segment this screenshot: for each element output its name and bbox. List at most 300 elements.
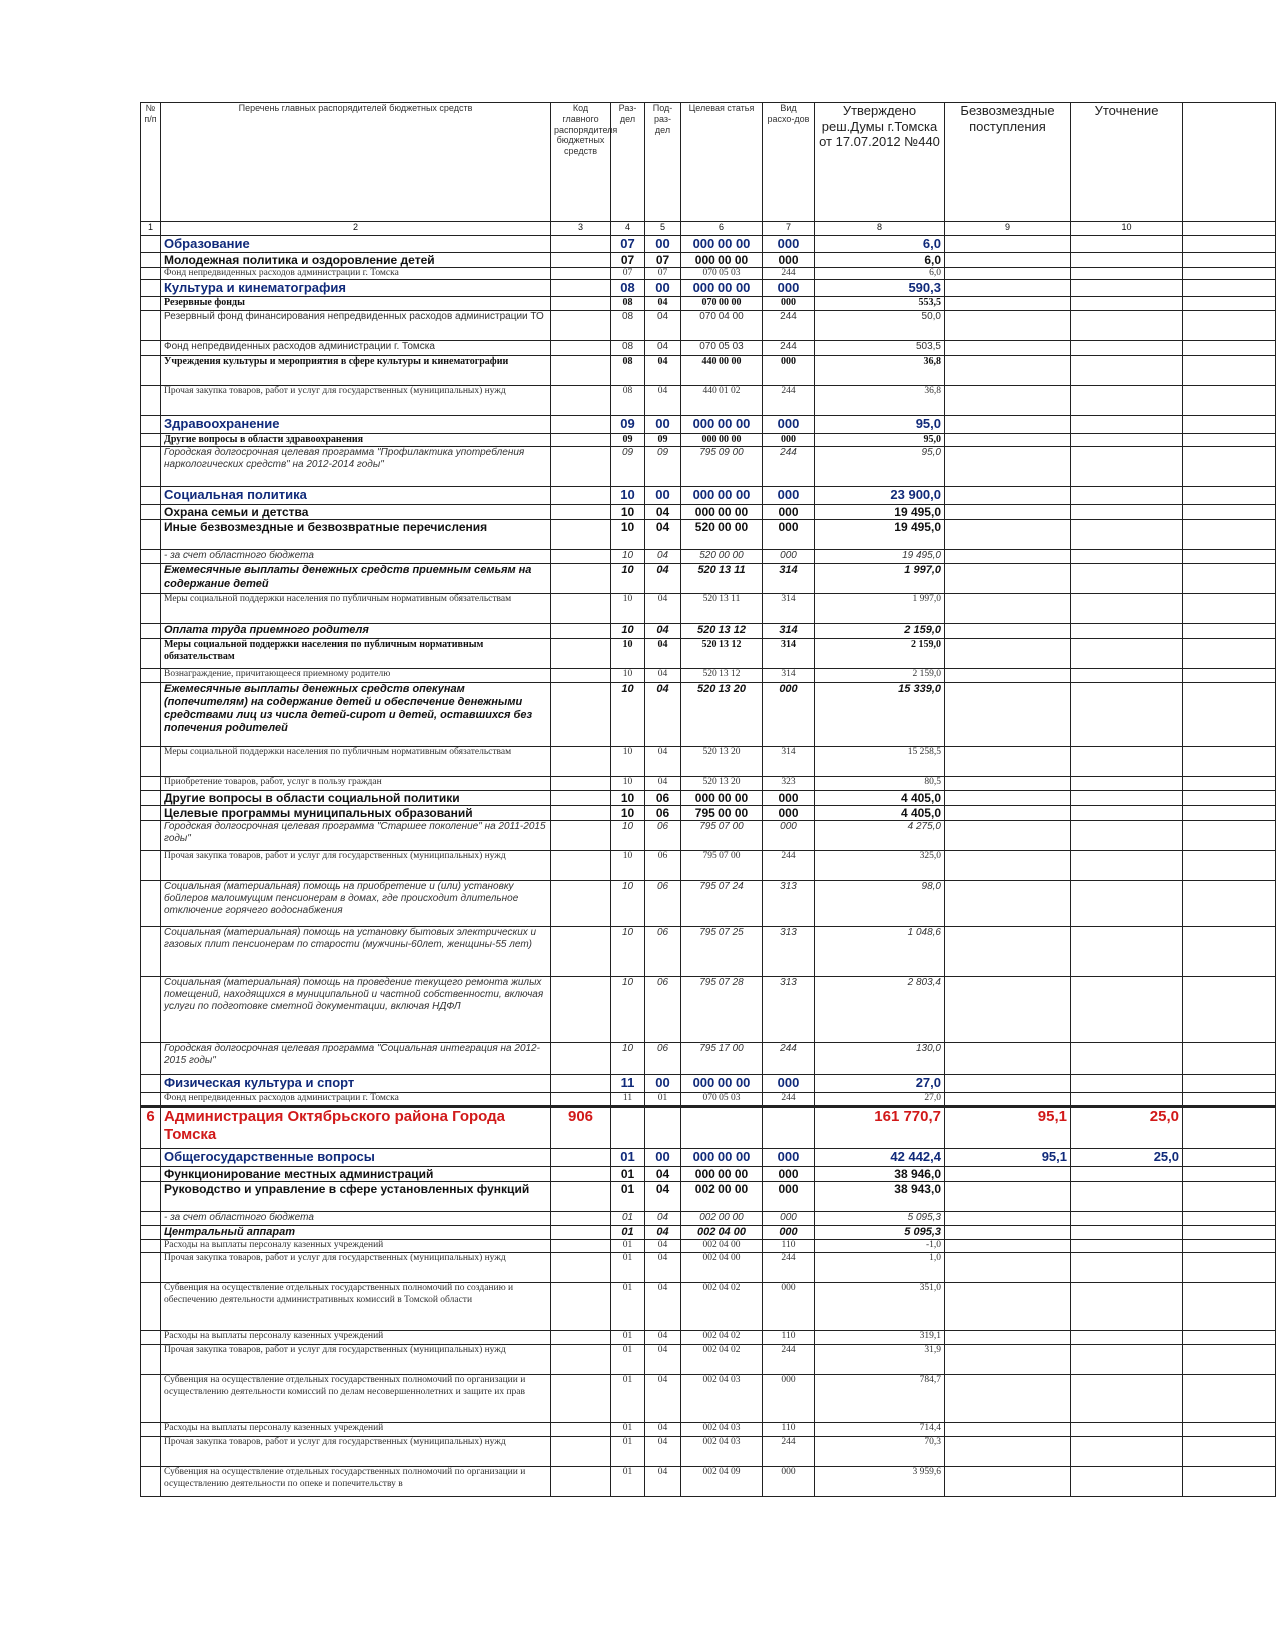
cell-adjust [1071, 520, 1183, 550]
cell-name: Центральный аппарат [161, 1226, 551, 1240]
cell-no [141, 1253, 161, 1283]
cell-name: Культура и кинематография [161, 280, 551, 297]
cell-extra [1183, 881, 1276, 927]
cell-no [141, 267, 161, 279]
cell-approved: 36,8 [815, 385, 945, 415]
cell-exptype: 000 [763, 236, 815, 253]
cell-extra [1183, 1345, 1276, 1375]
cell-target: 520 13 12 [681, 624, 763, 638]
cell-free [945, 746, 1071, 776]
cell-adjust [1071, 805, 1183, 820]
cell-section [611, 1106, 645, 1148]
cell-name: Прочая закупка товаров, работ и услуг для государственных (муниципальных) нужд [161, 1345, 551, 1375]
table-row [141, 851, 1276, 881]
cell-exptype: 314 [763, 564, 815, 594]
cell-no [141, 446, 161, 486]
cell-section: 08 [611, 385, 645, 415]
cell-exptype: 110 [763, 1240, 815, 1253]
header-free: Безвозмездные поступления [945, 103, 1071, 222]
cell-code [551, 1467, 611, 1497]
cell-exptype: 244 [763, 1043, 815, 1075]
cell-section: 10 [611, 776, 645, 790]
cell-extra [1183, 1467, 1276, 1497]
cell-target: 002 04 00 [681, 1226, 763, 1240]
column-number: 4 [611, 222, 645, 236]
cell-no [141, 805, 161, 820]
cell-exptype: 314 [763, 668, 815, 682]
cell-adjust [1071, 1043, 1183, 1075]
cell-code [551, 280, 611, 297]
column-number: 7 [763, 222, 815, 236]
cell-approved: 42 442,4 [815, 1148, 945, 1166]
cell-code [551, 851, 611, 881]
cell-approved: 19 495,0 [815, 520, 945, 550]
cell-code [551, 1212, 611, 1226]
cell-code [551, 790, 611, 805]
cell-approved: 6,0 [815, 236, 945, 253]
column-number: 3 [551, 222, 611, 236]
cell-name: Меры социальной поддержки населения по публичным нормативным обязательствам [161, 638, 551, 668]
cell-name: Субвенция на осуществление отдельных государственных полномочий по организации и осуществлению деятельности по опеке и попечительству в [161, 1467, 551, 1497]
column-number: 6 [681, 222, 763, 236]
cell-target: 520 13 12 [681, 638, 763, 668]
cell-adjust [1071, 790, 1183, 805]
section-row [141, 1075, 1276, 1093]
cell-code [551, 1331, 611, 1345]
cell-code [551, 310, 611, 340]
cell-no [141, 790, 161, 805]
cell-approved: 714,4 [815, 1423, 945, 1437]
cell-exptype: 314 [763, 746, 815, 776]
cell-section: 10 [611, 486, 645, 504]
cell-no [141, 594, 161, 624]
cell-code [551, 1075, 611, 1093]
cell-adjust [1071, 927, 1183, 977]
cell-subsection: 04 [645, 550, 681, 564]
cell-section: 08 [611, 355, 645, 385]
cell-section: 01 [611, 1226, 645, 1240]
cell-free [945, 433, 1071, 446]
cell-extra [1183, 638, 1276, 668]
cell-target: 000 00 00 [681, 1166, 763, 1181]
cell-subsection: 04 [645, 296, 681, 310]
cell-name: Фонд непредвиденных расходов администрации г. Томска [161, 340, 551, 355]
cell-extra [1183, 340, 1276, 355]
cell-name: Социальная (материальная) помощь на приобретение и (или) установку бойлеров малоимущим пенсионерам в домах, где происходит длительное отключение горячего водоснабжения [161, 881, 551, 927]
cell-approved: 70,3 [815, 1437, 945, 1467]
cell-adjust [1071, 1283, 1183, 1331]
cell-subsection: 04 [645, 624, 681, 638]
table-row [141, 624, 1276, 638]
cell-section: 10 [611, 851, 645, 881]
cell-subsection: 00 [645, 1148, 681, 1166]
cell-approved: 80,5 [815, 776, 945, 790]
cell-extra [1183, 1075, 1276, 1093]
cell-no [141, 564, 161, 594]
cell-no [141, 1148, 161, 1166]
column-number: 10 [1071, 222, 1183, 236]
cell-approved: 15 258,5 [815, 746, 945, 776]
header-extra [1183, 103, 1276, 222]
cell-extra [1183, 486, 1276, 504]
cell-subsection: 00 [645, 280, 681, 297]
cell-approved: 31,9 [815, 1345, 945, 1375]
cell-exptype: 000 [763, 355, 815, 385]
table-row [141, 550, 1276, 564]
cell-name: Прочая закупка товаров, работ и услуг для государственных (муниципальных) нужд [161, 1437, 551, 1467]
cell-extra [1183, 668, 1276, 682]
cell-no [141, 821, 161, 851]
table-row [141, 1423, 1276, 1437]
table-row [141, 1212, 1276, 1226]
cell-subsection: 06 [645, 821, 681, 851]
cell-name: Иные безвозмездные и безвозвратные перечисления [161, 520, 551, 550]
cell-exptype: 000 [763, 682, 815, 746]
cell-no [141, 668, 161, 682]
cell-free [945, 486, 1071, 504]
cell-extra [1183, 267, 1276, 279]
cell-extra [1183, 1106, 1276, 1148]
cell-name: Прочая закупка товаров, работ и услуг для государственных (муниципальных) нужд [161, 851, 551, 881]
cell-target: 520 13 11 [681, 594, 763, 624]
cell-target [681, 1106, 763, 1148]
cell-extra [1183, 1226, 1276, 1240]
section-row [141, 486, 1276, 504]
cell-free [945, 1423, 1071, 1437]
cell-target: 795 07 24 [681, 881, 763, 927]
cell-approved: 6,0 [815, 267, 945, 279]
cell-subsection: 00 [645, 486, 681, 504]
cell-section: 01 [611, 1212, 645, 1226]
cell-subsection: 04 [645, 746, 681, 776]
cell-subsection: 04 [645, 1345, 681, 1375]
cell-exptype: 314 [763, 594, 815, 624]
cell-target: 002 04 02 [681, 1345, 763, 1375]
cell-target: 000 00 00 [681, 504, 763, 519]
cell-no [141, 1075, 161, 1093]
cell-name: Прочая закупка товаров, работ и услуг для государственных (муниципальных) нужд [161, 1253, 551, 1283]
cell-target: 002 00 00 [681, 1182, 763, 1212]
cell-adjust [1071, 682, 1183, 746]
cell-exptype: 244 [763, 310, 815, 340]
cell-code [551, 746, 611, 776]
cell-free [945, 1075, 1071, 1093]
cell-name: Приобретение товаров, работ, услуг в пользу граждан [161, 776, 551, 790]
cell-subsection: 04 [645, 355, 681, 385]
cell-adjust [1071, 340, 1183, 355]
cell-target: 795 07 25 [681, 927, 763, 977]
cell-name: Прочая закупка товаров, работ и услуг для государственных (муниципальных) нужд [161, 385, 551, 415]
cell-free [945, 446, 1071, 486]
cell-free [945, 927, 1071, 977]
table-row [141, 668, 1276, 682]
cell-section: 10 [611, 1043, 645, 1075]
cell-subsection: 04 [645, 340, 681, 355]
cell-extra [1183, 1423, 1276, 1437]
cell-code [551, 624, 611, 638]
section-row [141, 280, 1276, 297]
cell-free [945, 1182, 1071, 1212]
cell-target: 000 00 00 [681, 280, 763, 297]
cell-free [945, 1240, 1071, 1253]
cell-target: 520 00 00 [681, 550, 763, 564]
cell-target: 002 04 00 [681, 1253, 763, 1283]
cell-adjust: 25,0 [1071, 1106, 1183, 1148]
cell-extra [1183, 1212, 1276, 1226]
cell-approved: 23 900,0 [815, 486, 945, 504]
cell-target: 070 05 03 [681, 1093, 763, 1106]
cell-extra [1183, 821, 1276, 851]
cell-target: 520 13 20 [681, 776, 763, 790]
cell-extra [1183, 252, 1276, 267]
cell-section: 10 [611, 564, 645, 594]
cell-code [551, 1283, 611, 1331]
cell-free [945, 1166, 1071, 1181]
cell-adjust [1071, 1467, 1183, 1497]
cell-section: 09 [611, 415, 645, 433]
cell-subsection: 04 [645, 1182, 681, 1212]
cell-name: Фонд непредвиденных расходов администрации г. Томска [161, 267, 551, 279]
header-exptype: Вид расхо-дов [763, 103, 815, 222]
cell-free [945, 851, 1071, 881]
cell-name: - за счет областного бюджета [161, 1212, 551, 1226]
cell-extra [1183, 1093, 1276, 1106]
cell-name: Целевые программы муниципальных образований [161, 805, 551, 820]
cell-extra [1183, 790, 1276, 805]
cell-name: Резервные фонды [161, 296, 551, 310]
cell-name: Общегосударственные вопросы [161, 1148, 551, 1166]
cell-extra [1183, 1437, 1276, 1467]
cell-no [141, 1467, 161, 1497]
cell-code [551, 550, 611, 564]
cell-adjust: 25,0 [1071, 1148, 1183, 1166]
cell-code [551, 1226, 611, 1240]
cell-extra [1183, 1375, 1276, 1423]
cell-free [945, 1283, 1071, 1331]
cell-code [551, 355, 611, 385]
header-approved: Утверждено реш.Думы г.Томска от 17.07.2012 №440 [815, 103, 945, 222]
table-row [141, 638, 1276, 668]
table-row [141, 1182, 1276, 1212]
cell-free [945, 310, 1071, 340]
table-row [141, 881, 1276, 927]
cell-section: 11 [611, 1093, 645, 1106]
cell-approved: 98,0 [815, 881, 945, 927]
cell-no [141, 1212, 161, 1226]
table-row [141, 433, 1276, 446]
cell-exptype: 244 [763, 340, 815, 355]
cell-subsection: 06 [645, 1043, 681, 1075]
cell-name: Здравоохранение [161, 415, 551, 433]
cell-name: Субвенция на осуществление отдельных государственных полномочий по созданию и обеспечению деятельности административных комиссий в Томской области [161, 1283, 551, 1331]
section-row [141, 415, 1276, 433]
cell-exptype: 000 [763, 1148, 815, 1166]
cell-approved: 2 159,0 [815, 668, 945, 682]
cell-adjust [1071, 486, 1183, 504]
cell-adjust [1071, 267, 1183, 279]
cell-adjust [1071, 1226, 1183, 1240]
cell-no [141, 236, 161, 253]
cell-adjust [1071, 668, 1183, 682]
cell-code [551, 927, 611, 977]
cell-no [141, 340, 161, 355]
cell-subsection: 06 [645, 977, 681, 1043]
cell-no [141, 296, 161, 310]
cell-subsection: 04 [645, 682, 681, 746]
cell-free [945, 296, 1071, 310]
cell-free [945, 385, 1071, 415]
column-number: 1 [141, 222, 161, 236]
cell-no [141, 486, 161, 504]
cell-target: 520 00 00 [681, 520, 763, 550]
cell-exptype: 313 [763, 977, 815, 1043]
table-row [141, 1283, 1276, 1331]
cell-free [945, 340, 1071, 355]
cell-approved: 4 405,0 [815, 790, 945, 805]
cell-no [141, 520, 161, 550]
cell-free: 95,1 [945, 1106, 1071, 1148]
cell-subsection: 04 [645, 1212, 681, 1226]
cell-exptype: 313 [763, 927, 815, 977]
cell-target: 520 13 20 [681, 682, 763, 746]
cell-name: Меры социальной поддержки населения по публичным нормативным обязательствам [161, 594, 551, 624]
cell-no [141, 415, 161, 433]
cell-adjust [1071, 1345, 1183, 1375]
cell-extra [1183, 236, 1276, 253]
cell-code [551, 1166, 611, 1181]
cell-extra [1183, 1182, 1276, 1212]
cell-code [551, 805, 611, 820]
cell-section: 01 [611, 1182, 645, 1212]
cell-exptype: 244 [763, 385, 815, 415]
cell-subsection: 04 [645, 1467, 681, 1497]
cell-name: Ежемесячные выплаты денежных средств опекунам (попечителям) на содержание детей и обеспечение денежными средствами лиц из числа детей-сирот и детей, оставшихся без попечения родителей [161, 682, 551, 746]
cell-subsection: 04 [645, 1375, 681, 1423]
cell-exptype: 000 [763, 1212, 815, 1226]
section-row [141, 1148, 1276, 1166]
cell-no [141, 927, 161, 977]
cell-name: Социальная (материальная) помощь на проведение текущего ремонта жилых помещений, находящихся в муниципальной и частной собственности, включая услуги по подготовке сметной документации, включая НДФЛ [161, 977, 551, 1043]
table-row [141, 594, 1276, 624]
cell-target: 070 04 00 [681, 310, 763, 340]
cell-subsection [645, 1106, 681, 1148]
cell-target: 000 00 00 [681, 433, 763, 446]
cell-adjust [1071, 385, 1183, 415]
cell-subsection: 01 [645, 1093, 681, 1106]
cell-exptype: 000 [763, 252, 815, 267]
cell-target: 000 00 00 [681, 236, 763, 253]
cell-section: 01 [611, 1467, 645, 1497]
cell-code [551, 1423, 611, 1437]
organization-row [141, 1106, 1276, 1148]
cell-approved: 503,5 [815, 340, 945, 355]
cell-free [945, 1253, 1071, 1283]
cell-name: Другие вопросы в области здравоохранения [161, 433, 551, 446]
table-row [141, 790, 1276, 805]
cell-name: Субвенция на осуществление отдельных государственных полномочий по организации и осуществлению деятельности комиссий по делам несовершеннолетних и защите их прав [161, 1375, 551, 1423]
cell-subsection: 07 [645, 267, 681, 279]
cell-adjust [1071, 746, 1183, 776]
cell-free [945, 805, 1071, 820]
cell-extra [1183, 776, 1276, 790]
cell-code [551, 1093, 611, 1106]
cell-adjust [1071, 1093, 1183, 1106]
cell-exptype: 244 [763, 446, 815, 486]
cell-name: Администрация Октябрьского района Города Томска [161, 1106, 551, 1148]
cell-approved: 784,7 [815, 1375, 945, 1423]
cell-section: 01 [611, 1253, 645, 1283]
cell-extra [1183, 851, 1276, 881]
cell-no [141, 624, 161, 638]
cell-free [945, 252, 1071, 267]
cell-extra [1183, 594, 1276, 624]
cell-no [141, 746, 161, 776]
cell-approved: 2 159,0 [815, 638, 945, 668]
cell-free [945, 668, 1071, 682]
cell-free [945, 1467, 1071, 1497]
cell-no [141, 1182, 161, 1212]
cell-name: Расходы на выплаты персоналу казенных учреждений [161, 1423, 551, 1437]
cell-extra [1183, 564, 1276, 594]
cell-subsection: 00 [645, 1075, 681, 1093]
cell-subsection: 04 [645, 1423, 681, 1437]
cell-adjust [1071, 1182, 1183, 1212]
cell-code [551, 682, 611, 746]
cell-code [551, 433, 611, 446]
cell-free [945, 1345, 1071, 1375]
cell-name: Физическая культура и спорт [161, 1075, 551, 1093]
cell-no [141, 1240, 161, 1253]
cell-approved: 161 770,7 [815, 1106, 945, 1148]
cell-exptype: 323 [763, 776, 815, 790]
cell-subsection: 04 [645, 1166, 681, 1181]
cell-approved: 3 959,6 [815, 1467, 945, 1497]
cell-code [551, 415, 611, 433]
cell-no [141, 1423, 161, 1437]
cell-free [945, 624, 1071, 638]
cell-approved: 319,1 [815, 1331, 945, 1345]
cell-section: 07 [611, 252, 645, 267]
cell-free [945, 236, 1071, 253]
table-row [141, 1226, 1276, 1240]
cell-adjust [1071, 821, 1183, 851]
cell-target: 440 01 02 [681, 385, 763, 415]
cell-approved: 553,5 [815, 296, 945, 310]
cell-section: 10 [611, 821, 645, 851]
table-row [141, 355, 1276, 385]
cell-exptype: 314 [763, 638, 815, 668]
table-row [141, 1253, 1276, 1283]
cell-adjust [1071, 504, 1183, 519]
table-row [141, 1375, 1276, 1423]
cell-adjust [1071, 1166, 1183, 1181]
cell-target: 002 04 03 [681, 1437, 763, 1467]
cell-code [551, 594, 611, 624]
cell-exptype: 244 [763, 1437, 815, 1467]
cell-section: 08 [611, 296, 645, 310]
cell-exptype: 000 [763, 1467, 815, 1497]
cell-extra [1183, 310, 1276, 340]
cell-exptype: 000 [763, 486, 815, 504]
cell-adjust [1071, 594, 1183, 624]
cell-section: 01 [611, 1345, 645, 1375]
cell-approved: 130,0 [815, 1043, 945, 1075]
cell-section: 10 [611, 927, 645, 977]
column-number-row [141, 222, 1276, 236]
cell-subsection: 07 [645, 252, 681, 267]
cell-name: Руководство и управление в сфере установленных функций [161, 1182, 551, 1212]
cell-approved: 1 997,0 [815, 564, 945, 594]
